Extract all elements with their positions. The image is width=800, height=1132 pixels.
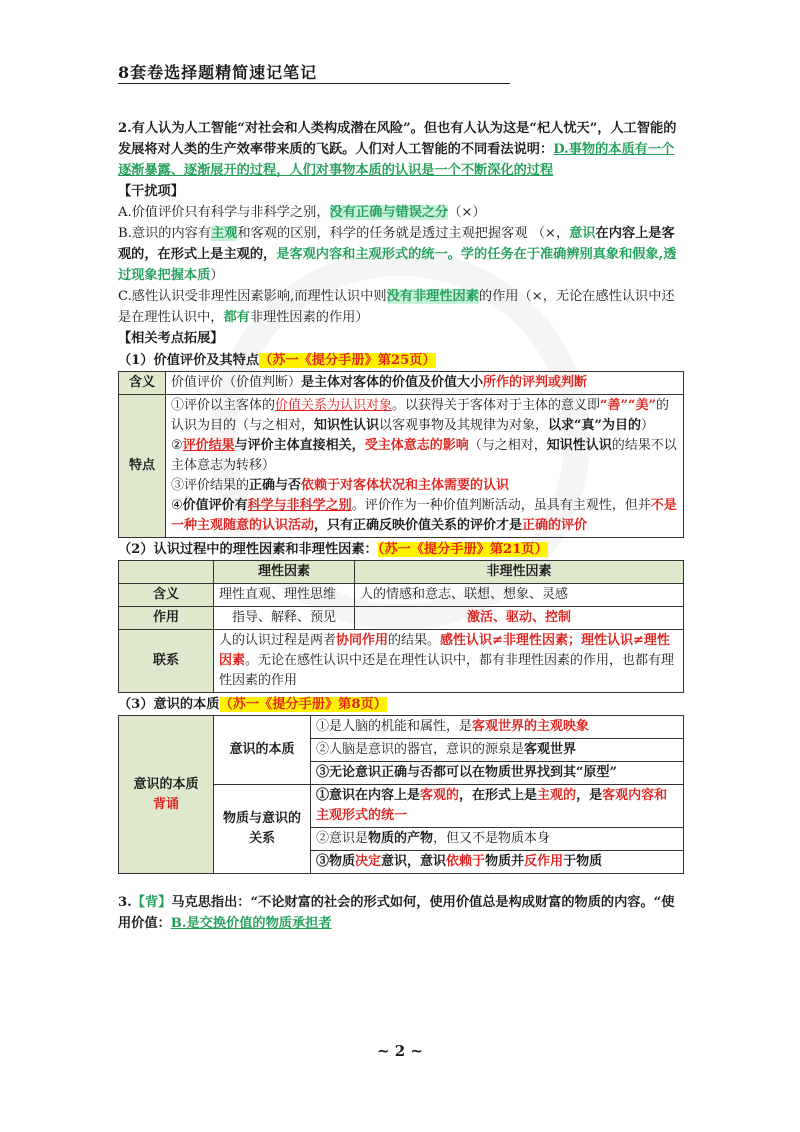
feature-3-c: 依赖于对客体状况和主体需要的认识: [301, 478, 510, 493]
essence-1: [311, 716, 684, 739]
distractor-b-key: 意识: [569, 226, 596, 241]
row-label-relation: 联系: [119, 630, 214, 693]
row-label-meaning: 含义: [119, 584, 214, 607]
essence-2: [311, 739, 684, 762]
distractor-b-explain-green: 是客观内容和主观形式的统一。学的任务在于准确辨别真象和假象,透过现象把握本质: [118, 247, 677, 283]
recite-label: 背诵: [152, 796, 179, 812]
feature-1-b: 价值关系为认识对象: [275, 398, 393, 413]
features-cell: [166, 395, 684, 538]
feature-4-e: 不是一种主观随意的认识活动: [171, 498, 677, 533]
feature-2-d: 受主体意志的影响: [364, 438, 469, 453]
relation-e: 。无论在感性认识中还是在理性认识中，都有非理性因素的作用，也都有理性因素的作用: [219, 653, 675, 688]
table-row: [119, 716, 684, 739]
distractor-a-mark: （×）: [448, 205, 486, 220]
matter-1: [311, 785, 684, 828]
table-row: [119, 607, 684, 630]
header-irrational: 非理性因素: [355, 561, 684, 584]
distractor-a-text: A.价值评价只有科学与非科学之别，: [118, 205, 330, 220]
feature-1: [171, 396, 678, 436]
feature-1-c: 。以获得关于客体对于主体的意义即: [392, 398, 601, 413]
consciousness-table: [118, 715, 684, 874]
matter-2-a: ②意识是: [316, 831, 369, 846]
feature-1-h: 以求“真”为目的: [548, 418, 642, 433]
table-row: [119, 584, 684, 607]
header-rational: 理性因素: [214, 561, 355, 584]
distractor-a: [118, 202, 684, 223]
rational-factors-table: [118, 560, 684, 693]
row-label-role: 作用: [119, 607, 214, 630]
consciousness-label: 意识的本质: [133, 776, 199, 792]
question-2-stem: 2.有人认为人工智能“对社会和人类构成潜在风险”。但也有人认为这是“杞人忧天”，人工智能的发展将对人类的生产效率带来质的飞跃。人们对人工智能的不同看法说明：: [118, 121, 677, 157]
relation-label: 物质与意识的关系: [214, 785, 311, 874]
section-2-reference: （苏一《提分手册》第21页）: [377, 542, 548, 557]
section-2-title: [118, 539, 684, 560]
feature-1-e: 的认识为目的（与之相对，: [171, 398, 669, 433]
matter-2: [311, 828, 684, 851]
feature-2-b: 评价结果: [182, 438, 235, 453]
question-2: [118, 118, 684, 181]
row-label-meaning: 含义: [119, 372, 166, 395]
feature-3-b: 正确与否: [249, 478, 302, 493]
distractor-b-highlight: 主观: [211, 226, 238, 241]
matter-2-c: ，但又不是物质本身: [433, 831, 551, 846]
essence-3: ③无论意识正确与否都可以在物质世界找到其“原型”: [311, 762, 684, 785]
matter-1-c: ，在形式上是: [459, 788, 538, 803]
feature-1-a: ①评价以主客体的: [171, 398, 276, 413]
section-3-title-text: （3）意识的本质: [118, 697, 220, 712]
header-empty: [119, 561, 214, 584]
question-3-answer: B.是交换价值的物质承担者: [170, 916, 332, 931]
feature-2-e: （与之相对，: [468, 438, 547, 453]
relation-cell: [214, 630, 684, 693]
relation-a: 人的认识过程是两者: [219, 633, 337, 648]
distractor-c-text: C.感性认识受非理性因素影响,而理性认识中则: [118, 289, 387, 304]
table-row: [119, 630, 684, 693]
feature-4-d: 。评价作为一种价值判断活动，虽具有主观性，但并: [351, 498, 651, 513]
feature-1-f: 知识性认识: [314, 418, 380, 433]
header-divider: [118, 83, 510, 84]
meaning-text-3: 所作的评判或判断: [483, 375, 588, 390]
feature-2-f: 知识性认识: [546, 438, 612, 453]
feature-2-a: ②: [171, 438, 183, 453]
meaning-text-2: 是主体对客体的价值及价值大小: [301, 375, 484, 390]
feature-2: [171, 436, 678, 476]
relation-c: 的结果。: [388, 633, 441, 648]
question-3-tag: 【背】: [131, 895, 172, 910]
section-1-title: [118, 350, 684, 371]
matter-3-f: 反作用: [524, 854, 564, 869]
feature-4-c: 科学与非科学之别: [247, 498, 352, 513]
essence-1-b: 客观世界的主观映象: [472, 719, 590, 734]
matter-3-b: 决定: [355, 854, 382, 869]
document-header-title: 8套卷选择题精简速记笔记: [118, 63, 318, 82]
rational-meaning: 理性直观、理性思维: [214, 584, 355, 607]
matter-1-f: 客观内容和主观形式的统一: [316, 788, 668, 823]
matter-3: [311, 851, 684, 874]
essence-label: 意识的本质: [214, 716, 311, 785]
table-header-row: [119, 561, 684, 584]
matter-3-e: 物质并: [485, 854, 525, 869]
expand-heading: 【相关考点拓展】: [118, 331, 224, 346]
meaning-cell: [166, 372, 684, 395]
distractor-b-text: B.意识的内容有: [118, 226, 212, 241]
distractor-b-text-2: 和客观的区别，科学的任务就是透过主观把握客观 （×，: [237, 226, 570, 241]
section-3-reference: （苏一《提分手册》第8页）: [219, 697, 387, 712]
matter-3-a: ③物质: [316, 854, 356, 869]
feature-1-g: 以客观事物及其规律为对象，: [379, 418, 549, 433]
distractor-c-key: 都有: [223, 310, 250, 325]
distractor-b-close: ）: [210, 268, 224, 283]
essence-2-a: ②人脑是意识的器官，意识的源泉是: [316, 742, 525, 757]
feature-4-f: ，只有正确反映价值关系的评价才是: [314, 518, 523, 533]
matter-3-g: 于物质: [563, 854, 603, 869]
distractor-c-text-3: 非理性因素的作用）: [249, 310, 369, 325]
distractor-c-text-2: 的作用（×，无论在感性认识中还是在理性认识中，: [118, 289, 675, 325]
feature-4: [171, 496, 678, 536]
essence-2-b: 客观世界: [524, 742, 577, 757]
matter-1-d: 主观的: [537, 788, 577, 803]
page-number: ~ 2 ~: [376, 1042, 424, 1060]
section-2-title-text: （2）认识过程中的理性因素和非理性因素：: [118, 542, 378, 557]
feature-4-b: 价值评价有: [182, 498, 248, 513]
section-3-title: [118, 694, 684, 715]
feature-1-d: “善”“美”: [600, 398, 656, 413]
relation-b: 协同作用: [336, 633, 389, 648]
feature-4-a: ④: [171, 498, 183, 513]
question-2-answer: D.事物的本质有一个逐渐暴露、逐渐展开的过程，人们对事物本质的认识是一个不断深化的过程: [118, 142, 675, 178]
section-1-title-text: （1）价值评价及其特点: [118, 353, 260, 368]
matter-3-d: 依赖于: [446, 854, 486, 869]
feature-2-c: 与评价主体直接相关，: [234, 438, 365, 453]
matter-1-a: ①意识在内容上是: [316, 788, 421, 803]
feature-4-g: 正确的评价: [522, 518, 588, 533]
matter-1-b: 客观的: [420, 788, 460, 803]
distractor-a-highlight: 没有正确与错误之分: [329, 205, 449, 220]
distractor-c-highlight: 没有非理性因素: [386, 289, 479, 304]
table-row: [119, 372, 684, 395]
relation-d: 感性认识≠非理性因素；理性认识≠理性因素: [219, 633, 670, 668]
consciousness-label-cell: [119, 716, 214, 874]
distractor-b-explain: 在内容上是客观的，在形式上是主观的，: [118, 226, 675, 262]
question-3-stem: 马克思指出：“不论财富的社会的形式如何，使用价值总是构成财富的物质的内容。“使用价值：: [118, 895, 675, 931]
distractor-c: [118, 286, 684, 328]
matter-3-c: 意识，意识: [381, 854, 447, 869]
feature-3-a: ③评价结果的: [171, 478, 250, 493]
feature-1-i: ）: [641, 418, 655, 433]
feature-2-g: 的结果不以主体意志为转移）: [171, 438, 677, 473]
irrational-meaning: 人的情感和意志、联想、想象、灵感: [355, 584, 684, 607]
content: [118, 118, 684, 934]
matter-2-b: 物质的产物: [368, 831, 434, 846]
section-1-reference: （苏一《提分手册》第25页）: [259, 353, 436, 368]
distractor-b: [118, 223, 684, 286]
value-evaluation-table: [118, 371, 684, 538]
feature-3: [171, 476, 678, 496]
table-row: [119, 395, 684, 538]
question-3-number: 3.: [118, 895, 132, 910]
meaning-text-1: 价值评价（价值判断）: [171, 375, 302, 390]
distractor-heading: 【干扰项】: [118, 184, 184, 199]
question-3: [118, 892, 684, 934]
irrational-role: 激活、驱动、控制: [355, 607, 684, 630]
essence-1-a: ①是人脑的机能和属性，是: [316, 719, 473, 734]
row-label-features: 特点: [119, 395, 166, 538]
rational-role: 指导、解释、预见: [214, 607, 355, 630]
matter-1-e: ，是: [576, 788, 603, 803]
